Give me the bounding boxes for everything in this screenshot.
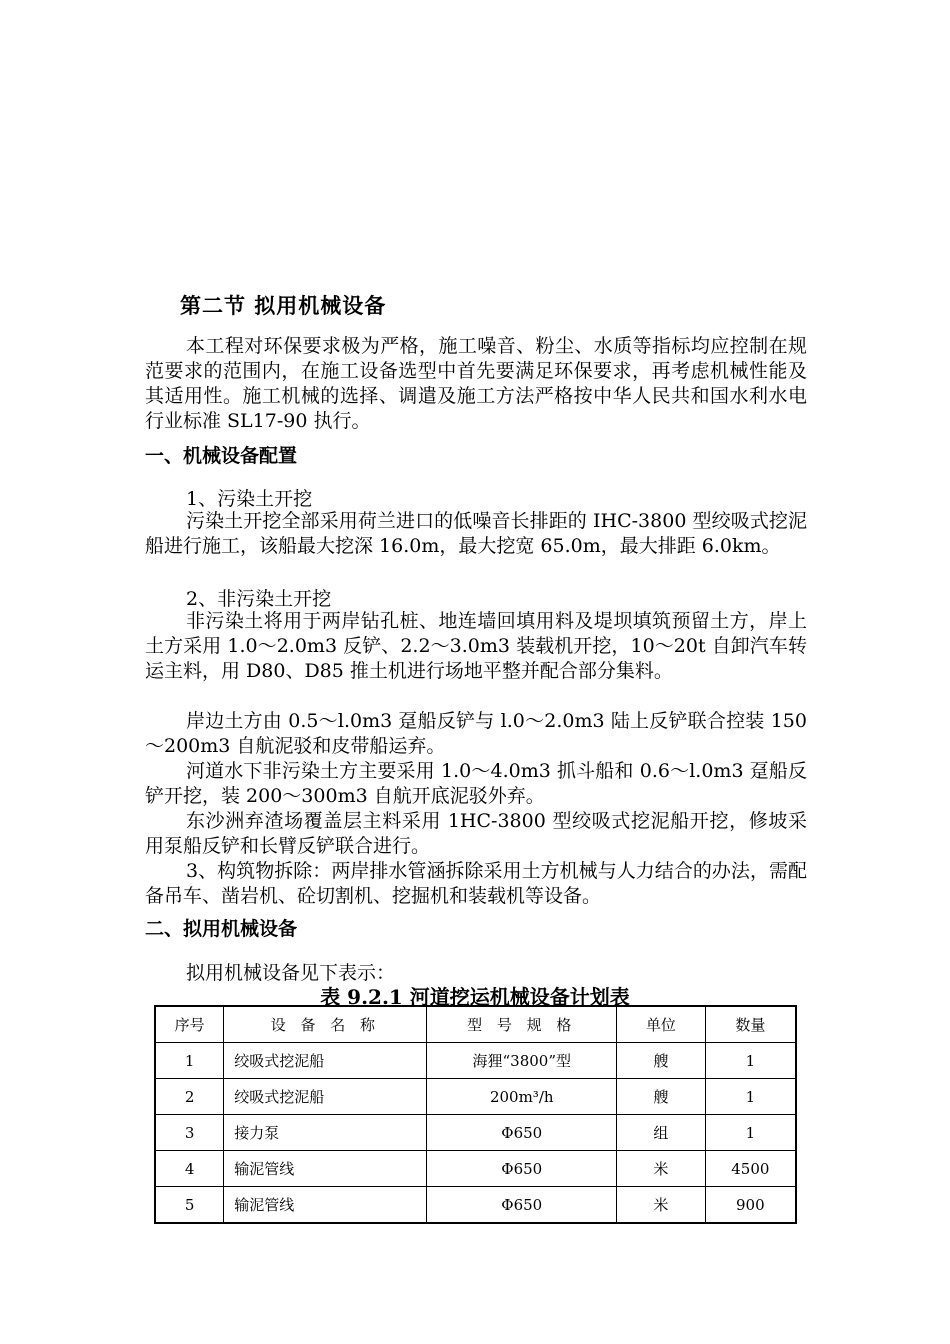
paragraph-noncontaminated-4: 东沙洲弃渣场覆盖层主料采用 1HC-3800 型绞吸式挖泥船开挖，修坡采用泵船反铲和长臂反铲联合进行。 [145, 810, 807, 857]
section-title: 第二节 拟用机械设备 [180, 294, 387, 318]
cell-equipment-name: 接力泵 [224, 1115, 427, 1151]
cell-index: 5 [155, 1187, 224, 1224]
cell-quantity: 1 [705, 1079, 796, 1115]
header-quantity: 数量 [705, 1006, 796, 1043]
cell-equipment-name: 绞吸式挖泥船 [224, 1043, 427, 1079]
cell-quantity: 1 [705, 1043, 796, 1079]
subheading-contaminated-soil: 1、污染土开挖 [186, 488, 313, 510]
cell-index: 3 [155, 1115, 224, 1151]
table-row [155, 1151, 796, 1187]
table-row [155, 1115, 796, 1151]
table-row [155, 1079, 796, 1115]
table-caption: 表 9.2.1 河道挖运机械设备计划表 [320, 985, 630, 1009]
cell-model-spec: 200m³/h [427, 1079, 617, 1115]
paragraph-contaminated-soil: 污染土开挖全部采用荷兰进口的低噪音长排距的 IHC-3800 型绞吸式挖泥船进行施工，该船最大挖深 16.0m，最大挖宽 65.0m，最大排距 6.0km。 [145, 510, 807, 557]
cell-index: 4 [155, 1151, 224, 1187]
cell-quantity: 1 [705, 1115, 796, 1151]
paragraph-noncontaminated-3: 河道水下非污染土方主要采用 1.0～4.0m3 抓斗船和 0.6～l.0m3 趸船反铲开挖，装 200～300m3 自航开底泥驳外弃。 [145, 760, 807, 807]
table-row [155, 1043, 796, 1079]
cell-equipment-name: 输泥管线 [224, 1151, 427, 1187]
cell-unit: 艘 [617, 1043, 706, 1079]
heading-proposed-equipment: 二、拟用机械设备 [145, 918, 298, 940]
header-index: 序号 [155, 1006, 224, 1043]
paragraph-noncontaminated-1: 非污染土将用于两岸钻孔桩、地连墙回填用料及堤坝填筑预留土方，岸上土方采用 1.0～2.0m3 反铲、2.2～3.0m3 装载机开挖，10～20t 自卸汽车转运主料，用 D80、D85 推土机进行场地平整并配合部分集料。 [145, 610, 807, 682]
cell-unit: 米 [617, 1151, 706, 1187]
header-equipment-name: 设 备 名 称 [224, 1006, 427, 1043]
header-unit: 单位 [617, 1006, 706, 1043]
cell-unit: 米 [617, 1187, 706, 1224]
heading-equipment-config: 一、机械设备配置 [145, 445, 298, 467]
table-header-row [155, 1006, 796, 1043]
table-row [155, 1187, 796, 1224]
equipment-table [154, 1005, 797, 1224]
cell-model-spec: 海狸“3800”型 [427, 1043, 617, 1079]
cell-equipment-name: 输泥管线 [224, 1187, 427, 1224]
paragraph-demolition: 3、构筑物拆除：两岸排水管涵拆除采用土方机械与人力结合的办法，需配备吊车、凿岩机、砼切割机、挖掘机和装载机等设备。 [145, 860, 807, 907]
intro-paragraph: 本工程对环保要求极为严格，施工噪音、粉尘、水质等指标均应控制在规范要求的范围内，在施工设备选型中首先要满足环保要求，再考虑机械性能及其适用性。施工机械的选择、调遣及施工方法严格按中华人民共和国水利水电行业标准 SL17-90 执行。 [145, 335, 807, 432]
table-intro: 拟用机械设备见下表示： [186, 962, 396, 984]
cell-index: 2 [155, 1079, 224, 1115]
paragraph-noncontaminated-2: 岸边土方由 0.5～l.0m3 趸船反铲与 l.0～2.0m3 陆上反铲联合控装 150～200m3 自航泥驳和皮带船运弃。 [145, 710, 807, 757]
cell-quantity: 4500 [705, 1151, 796, 1187]
cell-unit: 艘 [617, 1079, 706, 1115]
cell-unit: 组 [617, 1115, 706, 1151]
cell-index: 1 [155, 1043, 224, 1079]
cell-equipment-name: 绞吸式挖泥船 [224, 1079, 427, 1115]
subheading-noncontaminated-soil: 2、非污染土开挖 [186, 588, 332, 610]
cell-quantity: 900 [705, 1187, 796, 1224]
cell-model-spec: Φ650 [427, 1187, 617, 1224]
cell-model-spec: Φ650 [427, 1151, 617, 1187]
cell-model-spec: Φ650 [427, 1115, 617, 1151]
header-model-spec: 型 号 规 格 [427, 1006, 617, 1043]
